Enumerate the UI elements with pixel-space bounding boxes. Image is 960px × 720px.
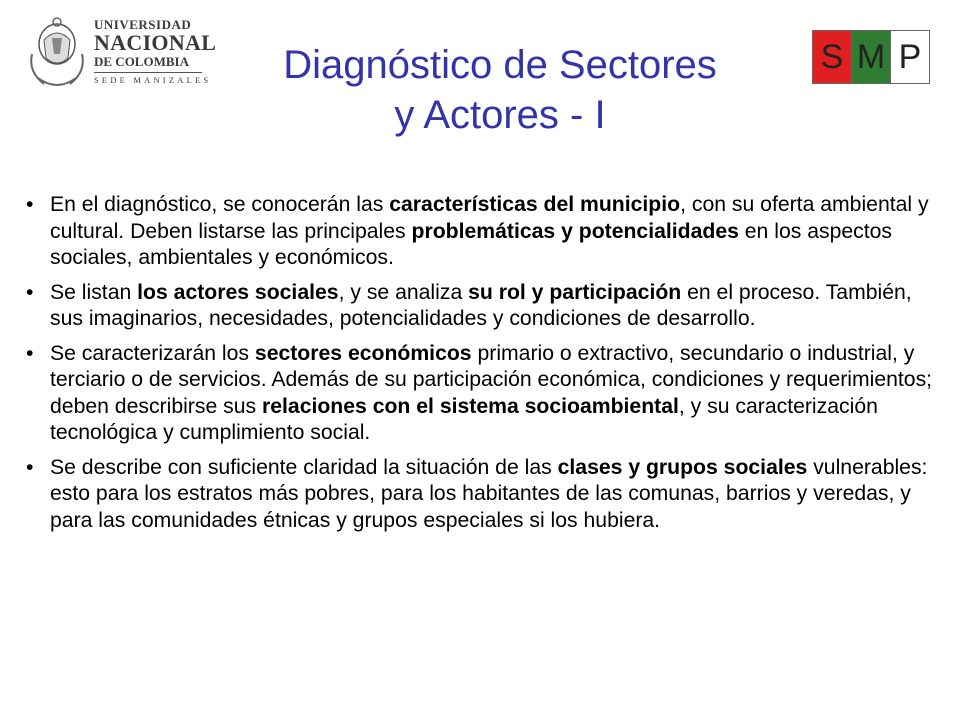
bullet-bold-run: clases y grupos sociales — [557, 455, 808, 479]
bullet-icon: • — [26, 455, 34, 479]
logo-line-nacional: NACIONAL — [94, 30, 217, 55]
bullet-text-run: Se caracterizarán los — [50, 341, 255, 365]
logo-line-colombia: DE COLOMBIA — [94, 54, 189, 69]
bullet-text — [50, 192, 940, 272]
bullet-text-run: Se listan — [50, 280, 138, 304]
bullet-bold-run: su rol y participación — [468, 280, 682, 304]
bullet-text-run: En el diagnóstico, se conocerán las — [50, 193, 390, 216]
bullet-item — [26, 455, 940, 535]
bullet-bold-run: sectores económicos — [254, 341, 472, 365]
bullet-text-run: en los aspectos sociales, ambientales y económicos. — [50, 219, 893, 269]
logo-line-universidad: UNIVERSIDAD — [94, 17, 192, 32]
bullet-text — [50, 341, 940, 447]
bullet-icon: • — [26, 193, 34, 216]
slide-title — [200, 40, 800, 140]
bullet-text-run: primario o extractivo, secundario o industrial, y terciario o de servicios. Además de su participación económica, condiciones y requerimientos; deben describirse sus — [50, 341, 933, 418]
smp-letter-m: M — [852, 31, 891, 83]
bullet-bold-run: los actores sociales — [137, 280, 339, 304]
logo-line-sede: SEDE MANIZALES — [94, 75, 212, 85]
bullet-text-run: , y se analiza — [338, 280, 469, 304]
logo-divider — [94, 72, 202, 73]
bullet-text — [50, 455, 940, 535]
bullet-text-run: , y su caracterización tecnológica y cumplimiento social. — [50, 394, 878, 444]
bullet-icon: • — [26, 341, 34, 365]
bullet-list — [26, 192, 940, 542]
smp-logo — [812, 30, 930, 84]
bullet-bold-run: características del municipio — [389, 193, 681, 216]
bullet-item — [26, 280, 940, 333]
smp-letter-s: S — [813, 31, 852, 83]
bullet-text-run: , con su oferta ambiental y cultural. Deben listarse las principales — [50, 193, 929, 243]
slide-title-line-2: y Actores - I — [394, 93, 606, 137]
university-seal-icon — [24, 14, 90, 94]
university-logo — [24, 12, 217, 98]
smp-letter-p: P — [891, 31, 929, 83]
bullet-text-run: Se describe con suficiente claridad la situación de las — [50, 455, 558, 479]
bullet-text-run: vulnerables: esto para los estratos más pobres, para los habitantes de las comunas, barrios y veredas, y para las comunidades étnicas y grupos especiales si los hubiera. — [50, 455, 928, 532]
bullet-icon: • — [26, 280, 34, 304]
bullet-item — [26, 341, 940, 447]
slide-title-line-1: Diagnóstico de Sectores — [283, 43, 717, 87]
bullet-bold-run: problemáticas y potencialidades — [411, 219, 739, 243]
bullet-bold-run: relaciones con el sistema socioambiental — [262, 394, 679, 418]
bullet-text — [50, 280, 940, 333]
bullet-text-run: en el proceso. También, sus imaginarios, necesidades, potencialidades y condiciones de desarrollo. — [50, 280, 912, 330]
bullet-item — [26, 192, 940, 272]
